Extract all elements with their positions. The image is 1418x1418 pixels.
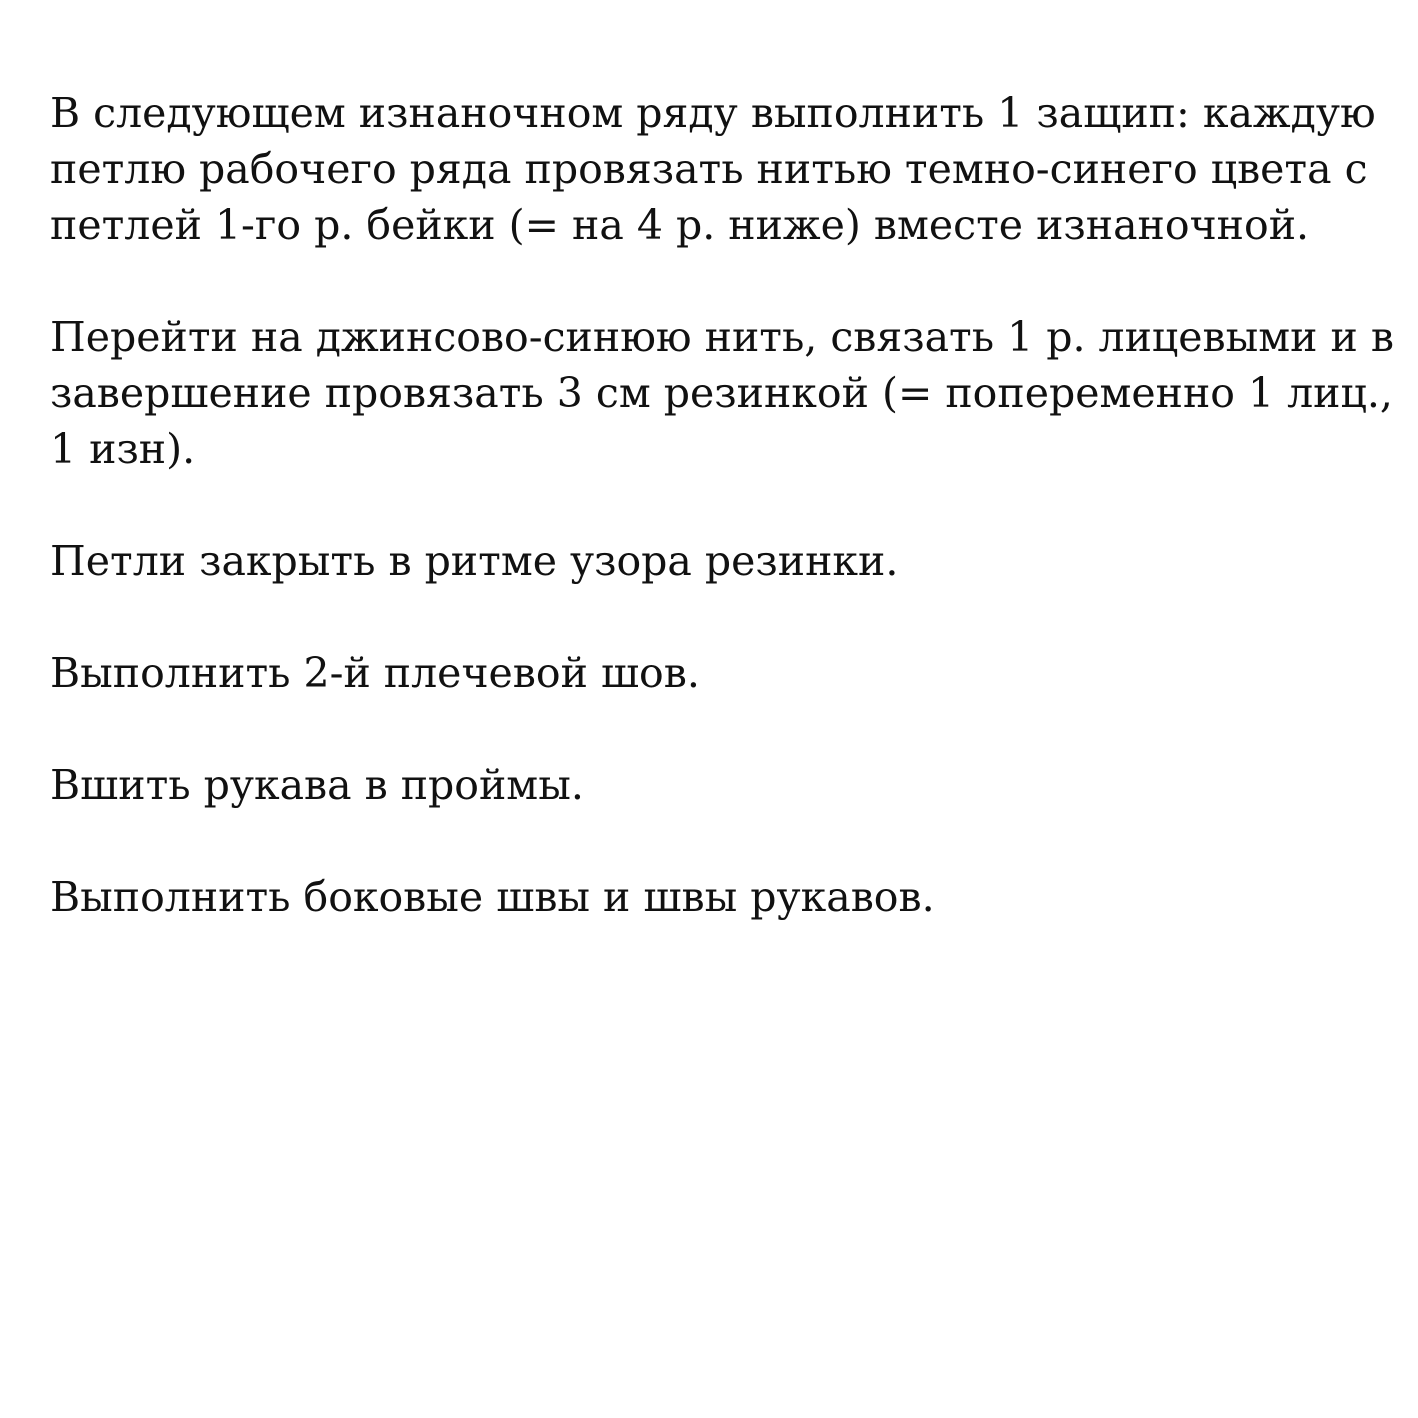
text-line: Перейти на джинсово-синюю нить, связать 1 р. лицевыми и в	[50, 313, 1394, 361]
paragraph-bind-off	[50, 533, 1380, 589]
text-line: петлю рабочего ряда провязать нитью темно-синего цвета с	[50, 145, 1368, 193]
paragraph-tuck-row	[50, 85, 1380, 253]
text-line: Петли закрыть в ритме узора резинки.	[50, 537, 899, 585]
instructions-text	[50, 85, 1394, 925]
text-line: Выполнить 2-й плечевой шов.	[50, 649, 700, 697]
text-line: Выполнить боковые швы и швы рукавов.	[50, 873, 935, 921]
text-line: В следующем изнаночном ряду выполнить 1 защип: каждую	[50, 89, 1376, 137]
paragraph-sleeves	[50, 757, 1380, 813]
text-line: петлей 1-го р. бейки (= на 4 р. ниже) вместе изнаночной.	[50, 201, 1310, 249]
text-line: Вшить рукава в проймы.	[50, 761, 584, 809]
paragraph-rib-finish	[50, 309, 1394, 477]
text-line: 1 изн).	[50, 425, 196, 473]
paragraph-shoulder-seam	[50, 645, 1380, 701]
paragraph-side-seams	[50, 869, 1380, 925]
text-line: завершение провязать 3 см резинкой (= попеременно 1 лиц.,	[50, 369, 1393, 417]
